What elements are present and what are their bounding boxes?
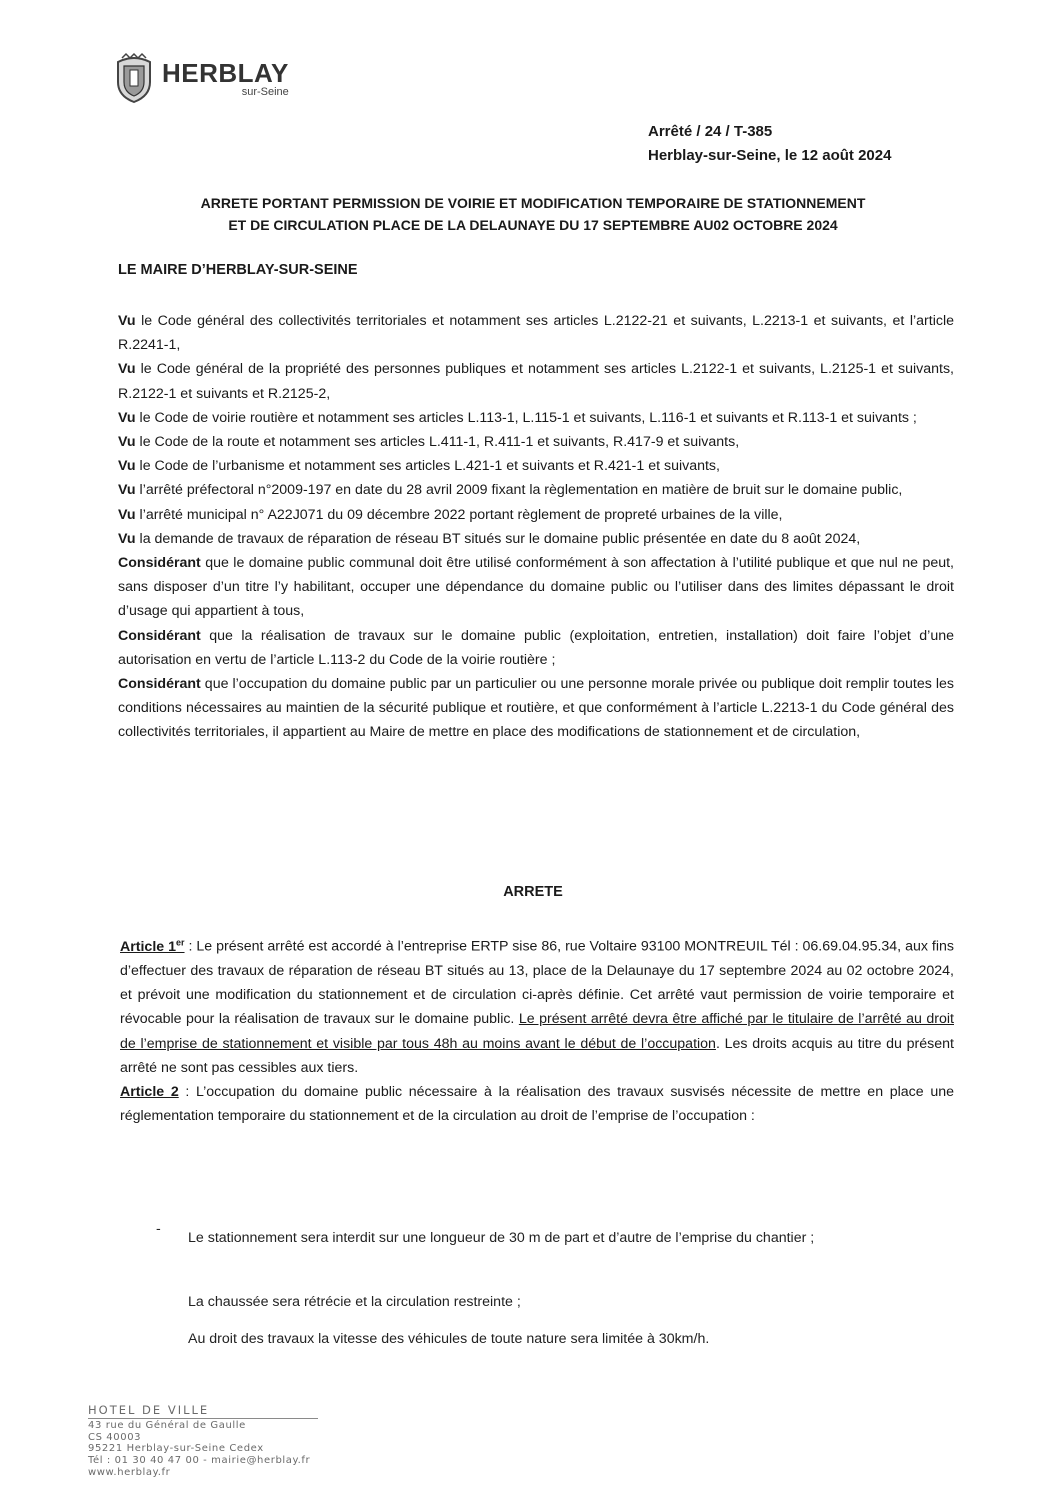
decree-reference: Arrêté / 24 / T-385 xyxy=(648,123,773,140)
considerant-paragraph: Considérant que le domaine public communal doit être utilisé conformément à son affectation à l’utilité publique et que nul ne peut, sans disposer d’un titre l’y habilitant, occuper une dépendance du domaine public ou l’utiliser dans des limites dépassant le droit d’usage qui appartient à tous, xyxy=(118,555,954,620)
document-title xyxy=(110,192,956,236)
list-item: Le stationnement sera interdit sur une longueur de 30 m de part et d’autre de l’emprise du chantier ; xyxy=(188,1230,815,1246)
footer-title: HOTEL DE VILLE xyxy=(88,1403,210,1417)
town-hall-footer xyxy=(88,1405,318,1479)
footer-cs: CS 40003 xyxy=(88,1431,142,1443)
preamble xyxy=(118,309,954,745)
footer-website: www.herblay.fr xyxy=(88,1466,171,1478)
title-line-1: ARRETE PORTANT PERMISSION DE VOIRIE ET MODIFICATION TEMPORAIRE DE STATIONNEMENT xyxy=(200,195,866,211)
visa-paragraph: Vu l’arrêté préfectoral n°2009-197 en date du 28 avril 2009 fixant la règlementation en matière de bruit sur le domaine public, xyxy=(118,482,903,499)
footer-divider xyxy=(88,1418,318,1419)
visa-paragraph: Vu le Code de l’urbanisme et notamment ses articles L.421-1 et suivants et R.421-1 et suivants, xyxy=(118,458,720,475)
visa-paragraph: Vu le Code de voirie routière et notamment ses articles L.113-1, L.115-1 et suivants, L.116-1 et suivants et R.113-1 et suivants ; xyxy=(118,409,917,426)
article-2-label: Article 2 xyxy=(120,1083,179,1100)
visa-paragraph: Vu la demande de travaux de réparation de réseau BT situés sur le domaine public présentée en date du 8 août 2024, xyxy=(118,530,861,547)
footer-city: 95221 Herblay-sur-Seine Cedex xyxy=(88,1443,264,1455)
article-1: Article 1er : Le présent arrêté est accordé à l’entreprise ERTP sise 86, rue Voltaire 93100 MONTREUIL Tél : 06.69.04.95.34, aux fins d’effectuer des travaux de réparation de réseau BT situés au 13, place de la Delaunaye du 17 septembre 2024 au 02 octobre 2024, et prévoit une modification du stationnement et de circulation ci-après définie. Cet arrêté vaut permission de voirie temporaire et révocable pour la réalisation de travaux sur le domaine public. Le présent arrêté devra être affiché par le titulaire de l’arrêté au droit de l’emprise de stationnement et visible par tous 48h au moins avant le début de l’occupation. Les droits acquis au titre du présent arrêté ne sont pas cessibles aux tiers. xyxy=(120,937,954,1076)
list-item: Au droit des travaux la vitesse des véhicules de toute nature sera limitée à 30km/h. xyxy=(188,1331,710,1347)
city-logo xyxy=(112,52,289,104)
list-item: La chaussée sera rétrécie et la circulation restreinte ; xyxy=(188,1294,521,1310)
visa-paragraph: Vu l’arrêté municipal n° A22J071 du 09 décembre 2022 portant règlement de propreté urbaines de la ville, xyxy=(118,506,783,523)
footer-contact: Tél : 01 30 40 47 00 - mairie@herblay.fr xyxy=(88,1455,311,1467)
city-crest-icon xyxy=(112,52,156,104)
footer-address: 43 rue du Général de Gaulle xyxy=(88,1419,246,1431)
articles xyxy=(120,930,954,1128)
visa-paragraph: Vu le Code général des collectivités territoriales et notamment ses articles L.2122-21 et suivants, L.2213-1 et suivants, et l’article R.2241-1, xyxy=(118,313,954,354)
article-1-label: Article 1er xyxy=(120,937,185,955)
article-2: Article 2 : L’occupation du domaine public nécessaire à la réalisation des travaux susvisés nécessite de mettre en place une réglementation temporaire du stationnement et de la circulation au droit de l’emprise de l’occupation : xyxy=(120,1083,954,1125)
place-and-date: Herblay-sur-Seine, le 12 août 2024 xyxy=(648,147,892,164)
considerant-paragraph: Considérant que l’occupation du domaine public par un particulier ou une personne morale privée ou publique doit remplir toutes les conditions nécessaires au maintien de la sécurité publique et routière, et que conformément à l’article L.2213-1 du Code général des collectivités territoriales, il appartient au Maire de mettre en place des modifications de stationnement et de circulation, xyxy=(118,676,954,741)
posting-requirement: Le présent arrêté devra être affiché par le titulaire de l’arrêté au droit de l’emprise de stationnement et visible par tous 48h au moins avant le début de l’occupation xyxy=(120,1011,954,1052)
list-dash: - xyxy=(156,1221,161,1237)
decree-reference-block xyxy=(648,120,891,168)
logo-subtitle: sur-Seine xyxy=(241,86,289,98)
logo-name: HERBLAY xyxy=(162,58,289,88)
visa-paragraph: Vu le Code de la route et notamment ses articles L.411-1, R.411-1 et suivants, R.417-9 et suivants, xyxy=(118,434,740,451)
title-line-2: ET DE CIRCULATION PLACE DE LA DELAUNAYE DU 17 SEPTEMBRE AU02 OCTOBRE 2024 xyxy=(228,217,838,233)
considerant-paragraph: Considérant que la réalisation de travaux sur le domaine public (exploitation, entretien, installation) doit faire l’objet d’une autorisation en vertu de l’article L.113-2 du Code de la voirie routière ; xyxy=(118,627,954,668)
mayor-heading: LE MAIRE D’HERBLAY-SUR-SEINE xyxy=(118,262,358,278)
visa-paragraph: Vu le Code général de la propriété des personnes publiques et notamment ses articles L.2122-1 et suivants, L.2125-1 et suivants, R.2122-1 et suivants et R.2125-2, xyxy=(118,361,954,402)
arrete-heading: ARRETE xyxy=(503,884,563,900)
